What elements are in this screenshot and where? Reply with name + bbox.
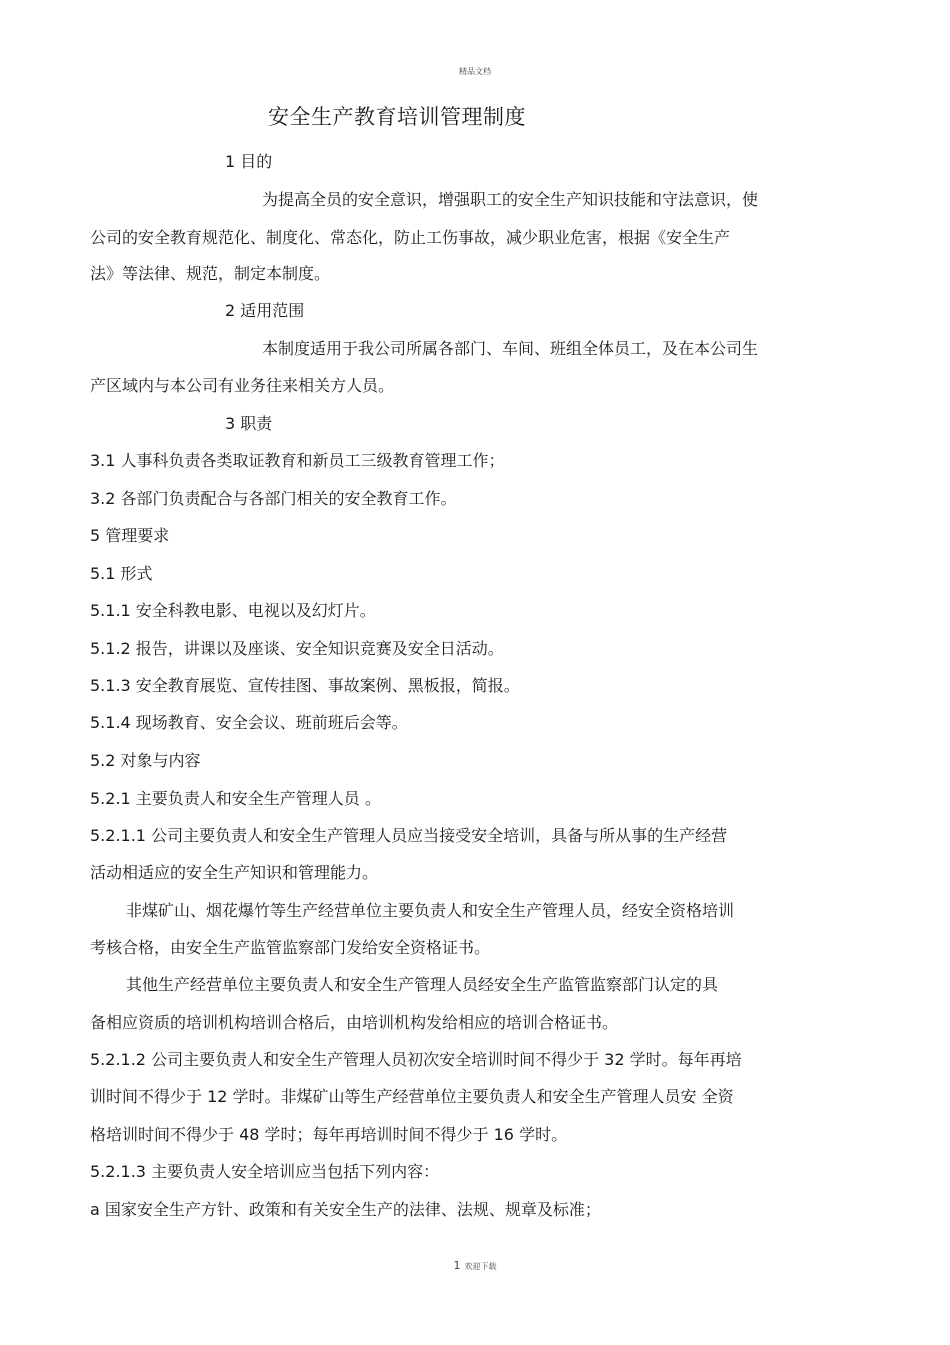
list-item: 5.1.4 现场教育、安全会议、班前班后会等。 bbox=[90, 713, 408, 732]
paragraph-line: 本制度适用于我公司所属各部门、车间、班组全体员工，及在本公司生 bbox=[262, 339, 759, 358]
document-title: 安全生产教育培训管理制度 bbox=[268, 105, 526, 129]
section-heading-requirements: 5 管理要求 bbox=[90, 526, 170, 545]
paragraph-line: 其他生产经营单位主要负责人和安全生产管理人员经安全生产监管监察部门认定的具 bbox=[126, 975, 719, 994]
subsection-heading: 5.2 对象与内容 bbox=[90, 751, 201, 770]
subsection-heading: 5.1 形式 bbox=[90, 564, 153, 583]
paragraph-line: 活动相适应的安全生产知识和管理能力。 bbox=[90, 863, 379, 882]
paragraph-line: 为提高全员的安全意识，增强职工的安全生产知识技能和守法意识，使 bbox=[262, 190, 759, 209]
page-footer bbox=[0, 1259, 950, 1272]
list-item: 5.2.1 主要负责人和安全生产管理人员 。 bbox=[90, 789, 381, 808]
paragraph-line: 格培训时间不得少于 48 学时；每年再培训时间不得少于 16 学时。 bbox=[90, 1125, 568, 1144]
paragraph-line: 产区域内与本公司有业务往来相关方人员。 bbox=[90, 376, 395, 395]
paragraph-line: 训时间不得少于 12 学时。非煤矿山等生产经营单位主要负责人和安全生产管理人员安 全资 bbox=[90, 1087, 734, 1106]
section-heading-scope: 2 适用范围 bbox=[225, 301, 305, 320]
list-item: 5.1.2 报告，讲课以及座谈、安全知识竞赛及安全日活动。 bbox=[90, 639, 504, 658]
list-item: 5.1.1 安全科教电影、电视以及幻灯片。 bbox=[90, 601, 376, 620]
paragraph-line: 非煤矿山、烟花爆竹等生产经营单位主要负责人和安全生产管理人员，经安全资格培训 bbox=[126, 901, 735, 920]
paragraph-line: 5.2.1.1 公司主要负责人和安全生产管理人员应当接受安全培训，具备与所从事的生产经营 bbox=[90, 826, 728, 845]
paragraph-line: 3.1 人事科负责各类取证教育和新员工三级教育管理工作； bbox=[90, 451, 505, 470]
list-item: 5.1.3 安全教育展览、宣传挂图、事故案例、黑板报，简报。 bbox=[90, 676, 520, 695]
paragraph-line: 5.2.1.3 主要负责人安全培训应当包括下列内容： bbox=[90, 1162, 440, 1181]
page-header-watermark: 精品文档 bbox=[459, 67, 491, 76]
paragraph-line: 公司的安全教育规范化、制度化、常态化，防止工伤事故，减少职业危害，根据《安全生产 bbox=[90, 228, 731, 247]
paragraph-line: 备相应资质的培训机构培训合格后，由培训机构发给相应的培训合格证书。 bbox=[90, 1013, 619, 1032]
paragraph-line: 3.2 各部门负责配合与各部门相关的安全教育工作。 bbox=[90, 489, 457, 508]
section-heading-purpose: 1 目的 bbox=[225, 152, 273, 171]
list-item: a 国家安全生产方针、政策和有关安全生产的法律、法规、规章及标准； bbox=[90, 1200, 601, 1219]
paragraph-line: 法》等法律、规范，制定本制度。 bbox=[90, 264, 331, 283]
page-number: 1 bbox=[453, 1259, 461, 1272]
paragraph-line: 考核合格，由安全生产监管监察部门发给安全资格证书。 bbox=[90, 938, 491, 957]
footer-label: 欢迎下载 bbox=[464, 1262, 497, 1271]
section-heading-duties: 3 职责 bbox=[225, 414, 273, 433]
paragraph-line: 5.2.1.2 公司主要负责人和安全生产管理人员初次安全培训时间不得少于 32 学时。每年再培 bbox=[90, 1050, 742, 1069]
